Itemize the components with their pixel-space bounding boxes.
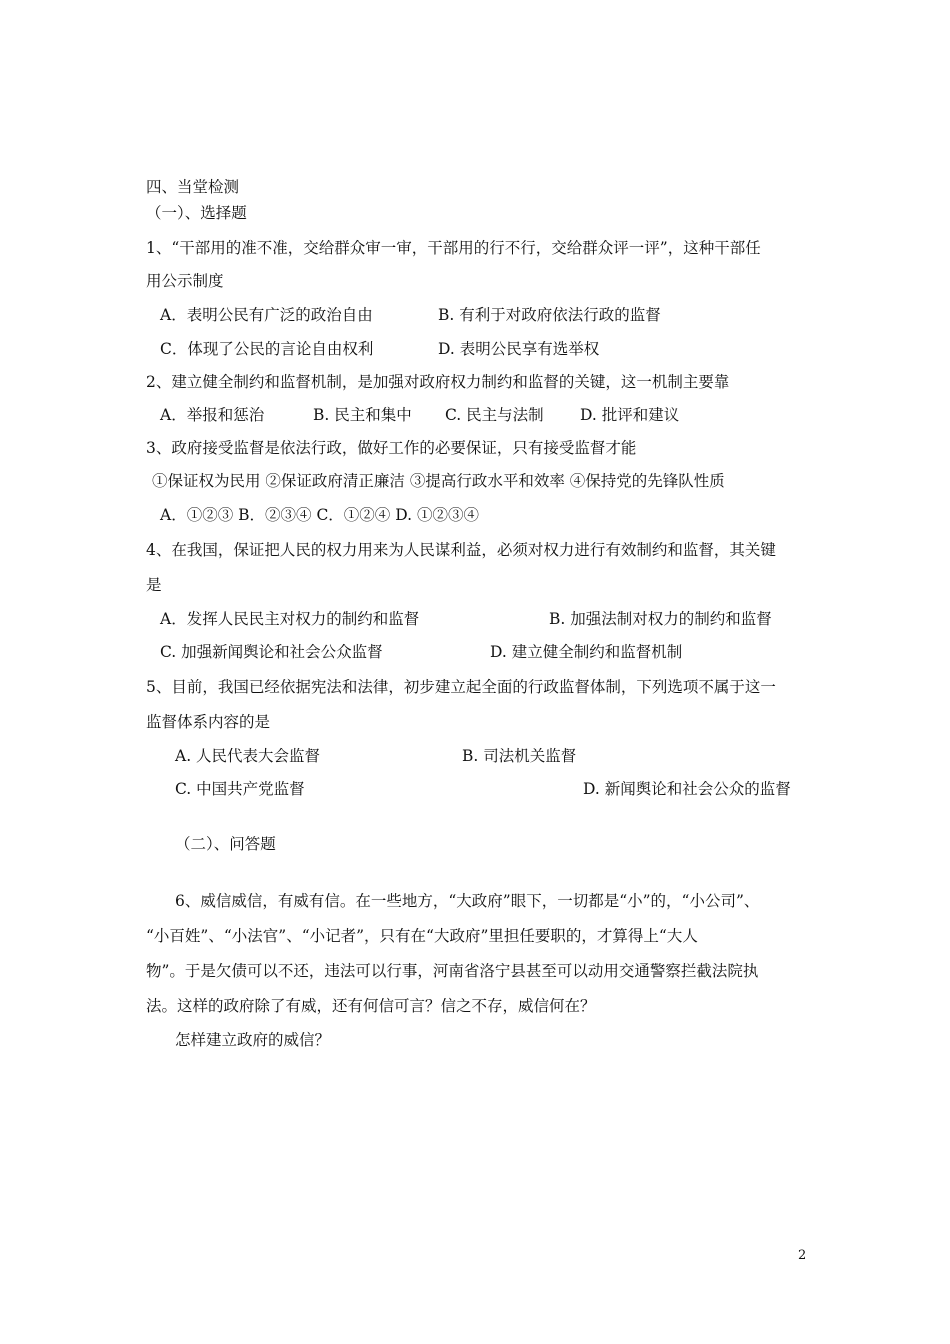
q3-stem: 3、政府接受监督是依法行政，做好工作的必要保证，只有接受监督才能 [146,439,637,457]
q3-options: A．①②③ B．②③④ C．①②④ D. ①②③④ [160,506,479,524]
q2-option-a: A．举报和惩治 [160,406,265,424]
q2-option-b: B. 民主和集中 [313,406,412,424]
q4-option-c: C. 加强新闻舆论和社会公众监督 [160,643,383,661]
q6-question: 怎样建立政府的威信？ [175,1031,331,1049]
q1-stem-line1: 1、“干部用的准不准，交给群众审一审，干部用的行不行，交给群众评一评”，这种干部任 [146,239,761,257]
q6-paragraph-line2: “小百姓”、“小法官”、“小记者”，只有在“大政府”里担任要职的，才算得上“大人 [146,927,698,945]
q1-option-c: C．体现了公民的言论自由权利 [160,340,374,358]
part2-title: （二）、问答题 [175,835,276,853]
q6-paragraph-line4: 法。这样的政府除了有威，还有何信可言？信之不存，威信何在？ [146,997,596,1015]
q5-option-a: A. 人民代表大会监督 [175,747,321,765]
q6-paragraph-line3: 物”。于是欠债可以不还，违法可以行事，河南省洛宁县甚至可以动用交通警察拦截法院执 [146,962,759,980]
q1-option-a: A．表明公民有广泛的政治自由 [160,306,373,324]
q2-stem: 2、建立健全制约和监督机制，是加强对政府权力制约和监督的关键，这一机制主要靠 [146,373,730,391]
q2-option-d: D. 批评和建议 [580,406,680,424]
q4-stem-line2: 是 [146,576,162,594]
q2-option-c: C. 民主与法制 [445,406,544,424]
q4-option-a: A．发挥人民民主对权力的制约和监督 [160,610,420,628]
q5-option-c: C. 中国共产党监督 [175,780,305,798]
q6-paragraph-line1: 6、威信威信，有威有信。在一些地方，“大政府”眼下，一切都是“小”的，“小公司”、 [175,892,760,910]
q1-option-d: D. 表明公民享有选举权 [438,340,600,358]
section-title: 四、当堂检测 [146,178,240,196]
part1-title: （一）、选择题 [146,204,247,222]
q1-option-b: B. 有利于对政府依法行政的监督 [438,306,661,324]
q4-option-d: D. 建立健全制约和监督机制 [490,643,683,661]
q5-stem-line1: 5、目前，我国已经依据宪法和法律，初步建立起全面的行政监督体制，下列选项不属于这一 [146,678,776,696]
q5-stem-line2: 监督体系内容的是 [146,713,271,731]
q5-option-b: B. 司法机关监督 [462,747,577,765]
q4-option-b: B. 加强法制对权力的制约和监督 [549,610,772,628]
q3-items: ①保证权为民用 ②保证政府清正廉洁 ③提高行政水平和效率 ④保持党的先锋队性质 [152,472,725,490]
page-number: 2 [798,1248,807,1263]
q5-option-d: D. 新闻舆论和社会公众的监督 [583,780,791,798]
q1-stem-line2: 用公示制度 [146,272,224,290]
q4-stem-line1: 4、在我国，保证把人民的权力用来为人民谋利益，必须对权力进行有效制约和监督，其关键 [146,541,776,559]
